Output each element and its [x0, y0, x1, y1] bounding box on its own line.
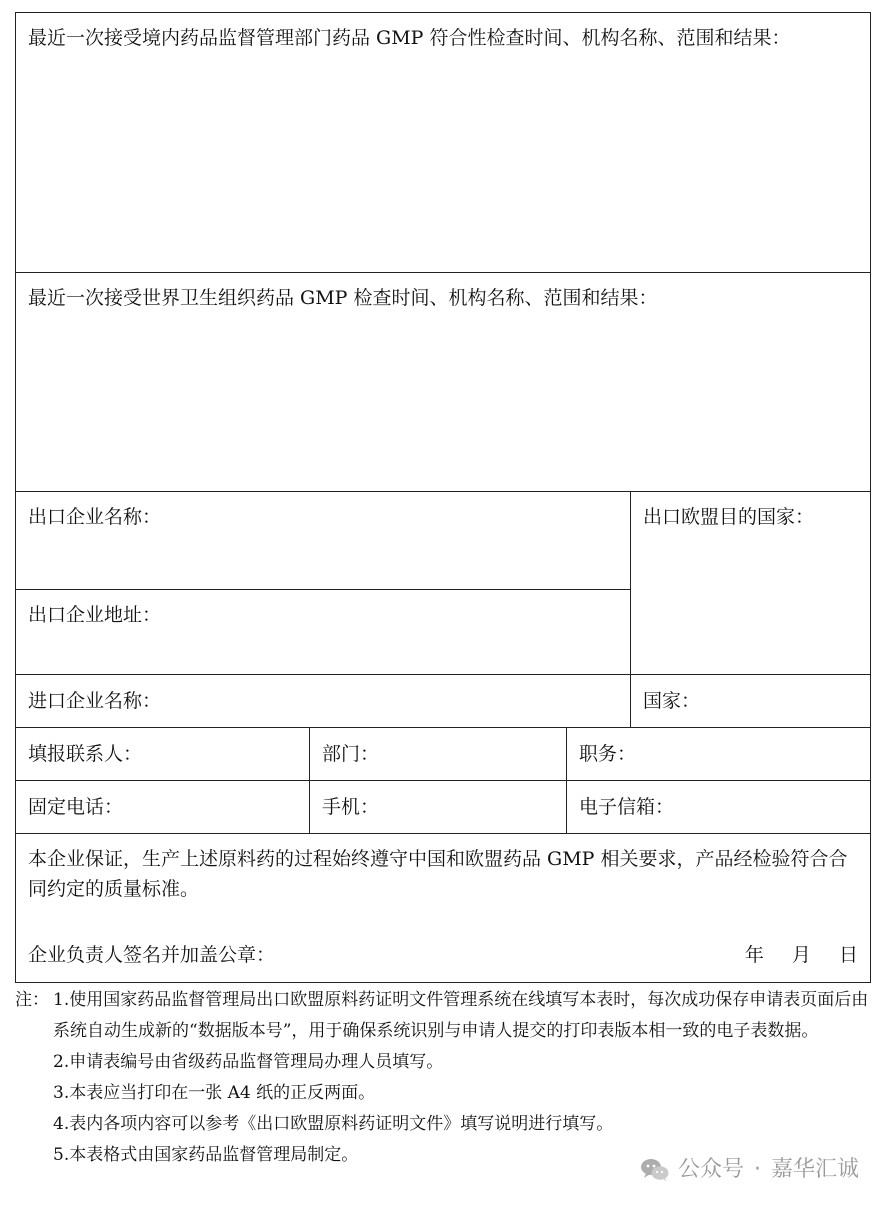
signature-row — [28, 940, 858, 970]
department-label: 部门： — [322, 743, 380, 765]
pledge-cell[interactable] — [16, 834, 871, 983]
importer-row — [16, 675, 871, 728]
date-day: 日 — [838, 944, 858, 966]
notes-prefix: 注： — [15, 990, 49, 1010]
phone-row — [16, 781, 871, 834]
signature-date — [723, 940, 858, 970]
email-label: 电子信箱： — [579, 796, 675, 818]
country-field[interactable] — [631, 675, 871, 728]
signature-label: 企业负责人签名并加盖公章： — [28, 944, 276, 966]
wechat-icon — [640, 1157, 670, 1183]
note-item-5: 5.本表格式由国家药品监督管理局制定。 — [53, 1145, 359, 1165]
watermark-separator: · — [753, 1157, 761, 1182]
application-form-table — [15, 12, 871, 983]
exporter-address-field[interactable] — [16, 590, 631, 675]
country-label: 国家： — [643, 690, 701, 712]
mobile-label: 手机： — [322, 796, 380, 818]
date-year: 年 — [744, 944, 764, 966]
pledge-text: 本企业保证，生产上述原料药的过程始终遵守中国和欧盟药品 GMP 相关要求，产品经检验符合合同约定的质量标准。 — [28, 848, 848, 900]
exporter-name-field[interactable] — [16, 492, 631, 590]
pledge-block — [28, 844, 858, 970]
notes-section — [15, 985, 870, 1171]
watermark-label: 公众号 — [677, 1157, 744, 1182]
watermark-name: 嘉华汇诚 — [770, 1157, 859, 1182]
contact-person-label: 填报联系人： — [28, 743, 143, 765]
position-field[interactable] — [567, 728, 871, 781]
exporter-address-label: 出口企业地址： — [28, 604, 162, 626]
note-item-4: 4.表内各项内容可以参考《出口欧盟原料药证明文件》填写说明进行填写。 — [53, 1114, 614, 1134]
position-label: 职务： — [579, 743, 637, 765]
contact-row — [16, 728, 871, 781]
importer-name-label: 进口企业名称： — [28, 690, 162, 712]
contact-person-field[interactable] — [16, 728, 310, 781]
note-item-2: 2.申请表编号由省级药品监督管理局办理人员填写。 — [53, 1052, 444, 1072]
pledge-row — [16, 834, 871, 983]
phone-label: 固定电话： — [28, 796, 124, 818]
note-item-3: 3.本表应当打印在一张 A4 纸的正反两面。 — [53, 1083, 376, 1103]
who-gmp-label: 最近一次接受世界卫生组织药品 GMP 检查时间、机构名称、范围和结果： — [28, 287, 658, 309]
importer-name-field[interactable] — [16, 675, 631, 728]
watermark — [640, 1156, 859, 1184]
note-item-1 — [15, 985, 870, 1047]
domestic-gmp-row — [16, 13, 871, 273]
phone-field[interactable] — [16, 781, 310, 834]
mobile-field[interactable] — [310, 781, 567, 834]
email-field[interactable] — [567, 781, 871, 834]
eu-destination-label: 出口欧盟目的国家： — [643, 506, 815, 528]
exporter-name-label: 出口企业名称： — [28, 506, 162, 528]
date-month: 月 — [791, 944, 811, 966]
who-gmp-field[interactable] — [16, 273, 871, 492]
domestic-gmp-field[interactable] — [16, 13, 871, 273]
department-field[interactable] — [310, 728, 567, 781]
domestic-gmp-label: 最近一次接受境内药品监督管理部门药品 GMP 符合性检查时间、机构名称、范围和结果： — [28, 27, 791, 49]
exporter-name-row — [16, 492, 871, 590]
note-text: 1.使用国家药品监督管理局出口欧盟原料药证明文件管理系统在线填写本表时，每次成功保存申请表页面后由系统自动生成新的“数据版本号”，用于确保系统识别与申请人提交的打印表版本相一致的电子表数据。 — [53, 990, 869, 1041]
who-gmp-row — [16, 273, 871, 492]
eu-destination-field[interactable] — [631, 492, 871, 675]
